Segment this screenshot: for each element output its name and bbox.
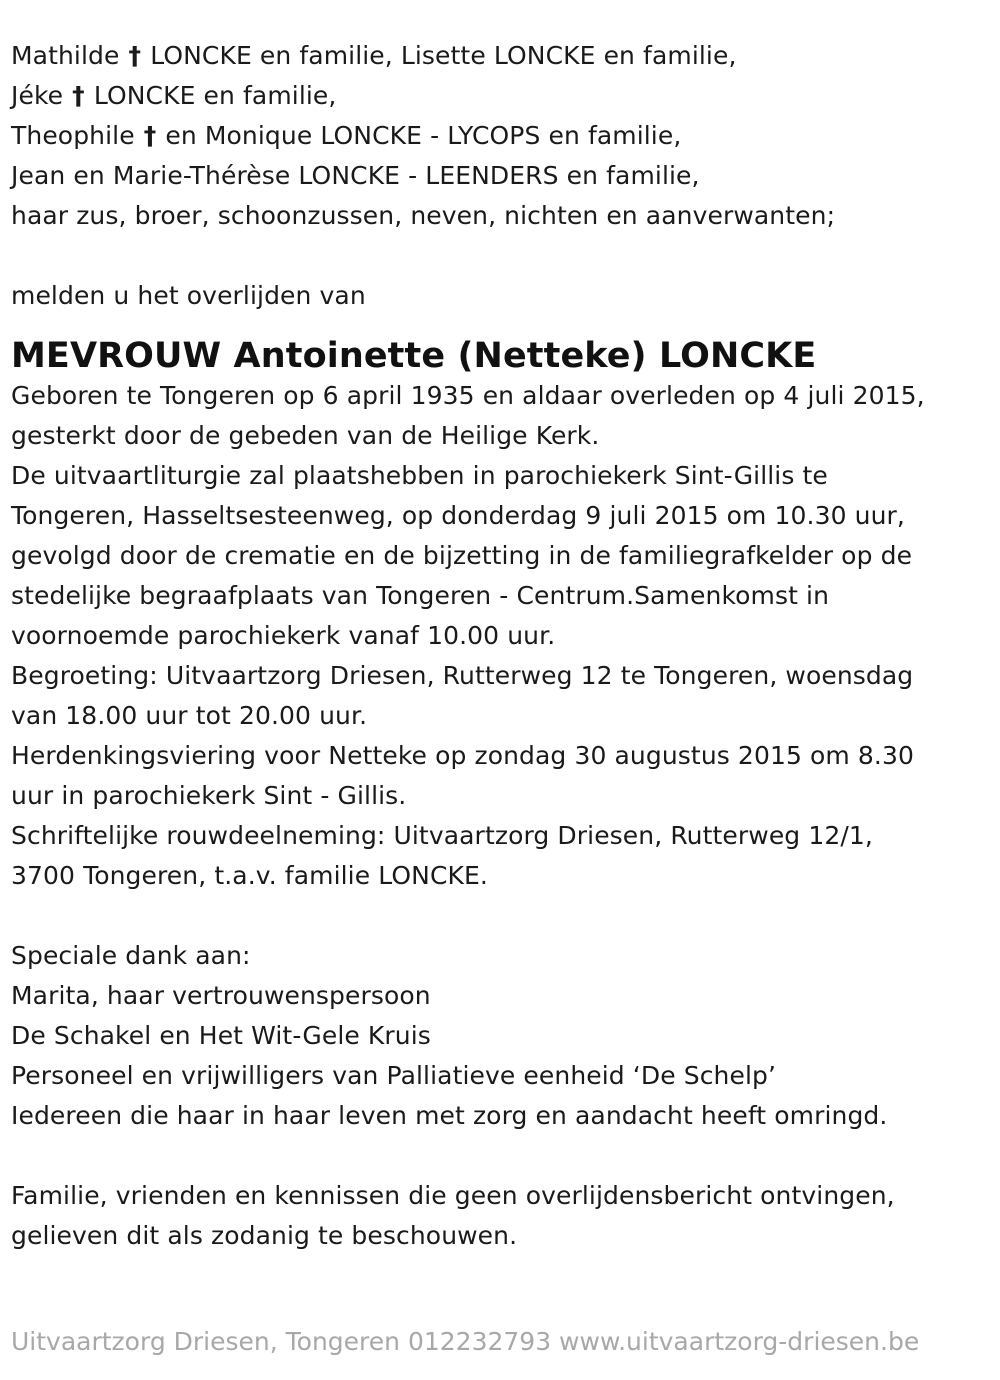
closing-line: gelieven dit als zodanig te beschouwen. (11, 1221, 518, 1250)
detail-line: De uitvaartliturgie zal plaatshebben in parochiekerk Sint-Gillis te (11, 461, 828, 490)
thanks-item: Marita, haar vertrouwenspersoon (11, 981, 431, 1010)
detail-line: stedelijke begraafplaats van Tongeren - Centrum.Samenkomst in (11, 581, 830, 610)
detail-line: Tongeren, Hasseltsesteenweg, op donderdag 9 juli 2015 om 10.30 uur, (11, 501, 905, 530)
detail-line: Schriftelijke rouwdeelneming: Uitvaartzorg Driesen, Rutterweg 12/1, (11, 821, 873, 850)
thanks-section (11, 936, 986, 1136)
family-name-jeke: Jéke (11, 81, 64, 110)
spacer (11, 1136, 986, 1176)
detail-line: Geboren te Tongeren op 6 april 1935 en aldaar overleden op 4 juli 2015, (11, 381, 925, 410)
footer-credit: Uitvaartzorg Driesen, Tongeren 012232793 www.uitvaartzorg-driesen.be (11, 1327, 920, 1356)
cross-icon: † (128, 41, 142, 70)
family-line-4: Jean en Marie-Thérèse LONCKE - LEENDERS en familie, (11, 161, 700, 190)
spacer (11, 236, 986, 276)
cross-icon: † (143, 121, 157, 150)
family-line-2 (11, 76, 986, 116)
detail-line: uur in parochiekerk Sint - Gillis. (11, 781, 407, 810)
detail-line: 3700 Tongeren, t.a.v. familie LONCKE. (11, 861, 488, 890)
deceased-name: MEVROUW Antoinette (Netteke) LONCKE (11, 336, 817, 376)
thanks-item: Iedereen die haar in haar leven met zorg en aandacht heeft omringd. (11, 1101, 888, 1130)
funeral-details (11, 376, 986, 896)
closing-line: Familie, vrienden en kennissen die geen overlijdensbericht ontvingen, (11, 1181, 895, 1210)
thanks-item: Personeel en vrijwilligers van Palliatieve eenheid ‘De Schelp’ (11, 1061, 777, 1090)
family-line-3 (11, 116, 986, 156)
death-notice (11, 36, 986, 1256)
family-line-3-rest: en Monique LONCKE - LYCOPS en familie, (165, 121, 682, 150)
detail-line: gesterkt door de gebeden van de Heilige Kerk. (11, 421, 600, 450)
thanks-heading: Speciale dank aan: (11, 941, 251, 970)
family-line-2-rest: LONCKE en familie, (93, 81, 337, 110)
cross-icon: † (72, 81, 85, 110)
detail-line: gevolgd door de crematie en de bijzetting in de familiegrafkelder op de (11, 541, 913, 570)
detail-line: Herdenkingsviering voor Netteke op zondag 30 augustus 2015 om 8.30 (11, 741, 914, 770)
announcement-text: melden u het overlijden van (11, 281, 366, 310)
family-line-5: haar zus, broer, schoonzussen, neven, nichten en aanverwanten; (11, 201, 836, 230)
family-line-1-rest: LONCKE en familie, Lisette LONCKE en familie, (150, 41, 737, 70)
family-name-mathilde: Mathilde (11, 41, 120, 70)
spacer (11, 896, 986, 936)
family-line-1 (11, 36, 986, 76)
thanks-item: De Schakel en Het Wit-Gele Kruis (11, 1021, 431, 1050)
detail-line: Begroeting: Uitvaartzorg Driesen, Rutterweg 12 te Tongeren, woensdag (11, 661, 914, 690)
family-name-theophile: Theophile (11, 121, 135, 150)
detail-line: voornoemde parochiekerk vanaf 10.00 uur. (11, 621, 556, 650)
detail-line: van 18.00 uur tot 20.00 uur. (11, 701, 368, 730)
closing-note (11, 1176, 986, 1256)
family-list (11, 36, 986, 236)
